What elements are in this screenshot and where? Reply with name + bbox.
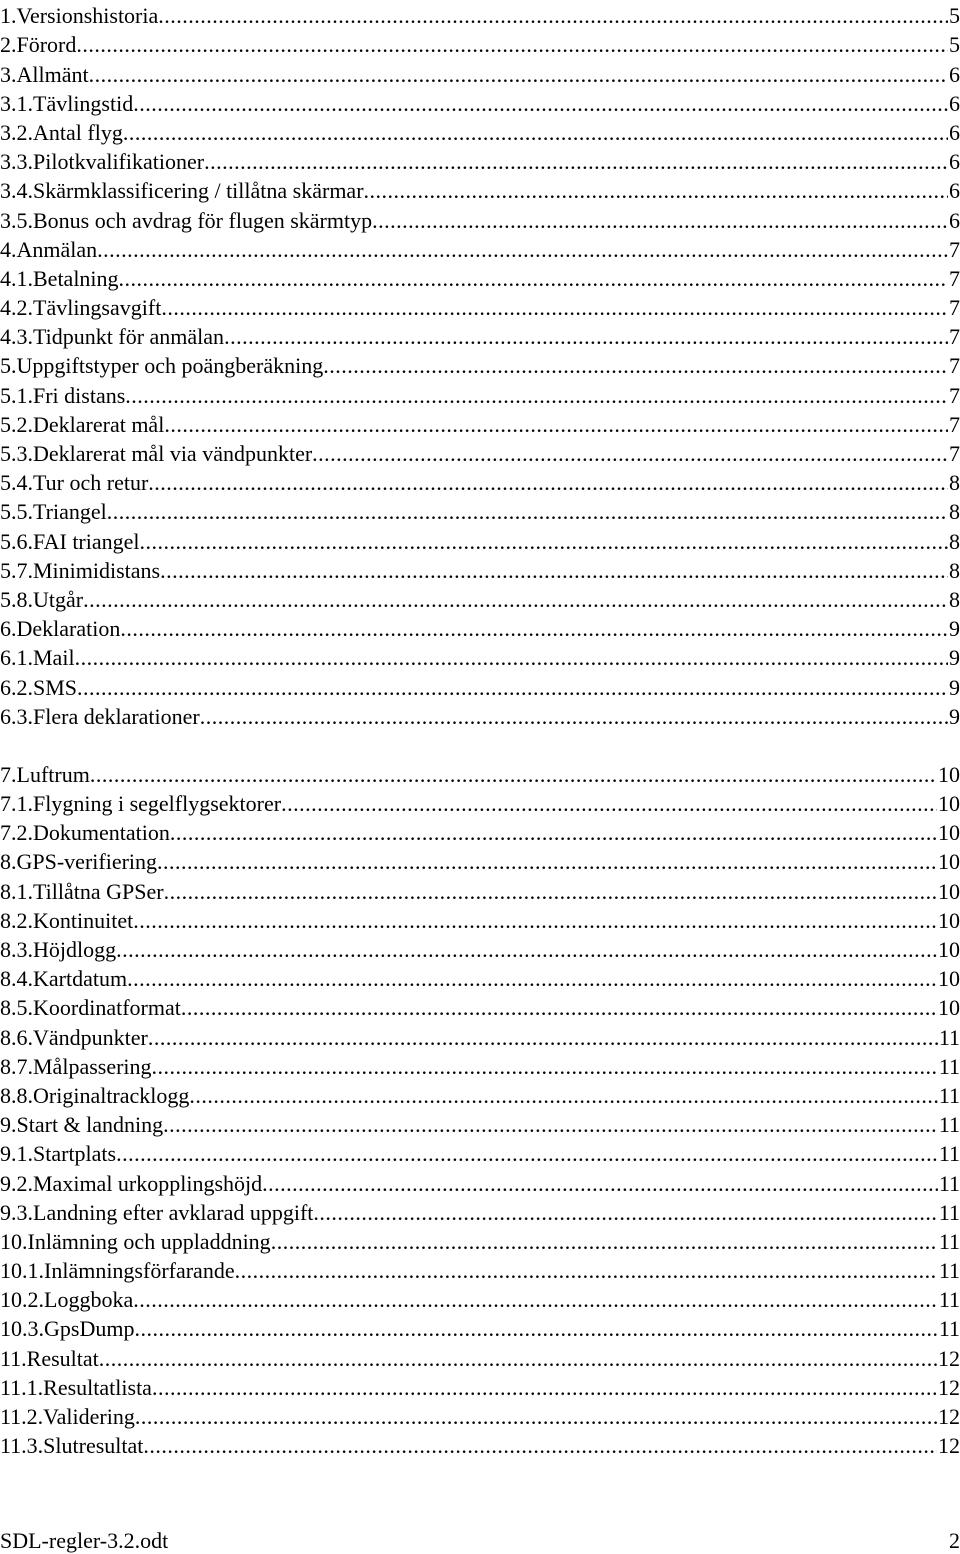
toc-entry-title: 8.1.Tillåtna GPSer (0, 878, 164, 904)
toc-dot-leader (120, 616, 948, 642)
toc-entry[interactable] (0, 525, 960, 554)
toc-dot-leader (312, 441, 948, 467)
toc-entry-title: 8.8.Originaltracklogg (0, 1082, 190, 1108)
toc-dot-leader (123, 120, 948, 146)
toc-entry[interactable] (0, 29, 960, 58)
toc-entry-title: 5.4.Tur och retur (0, 470, 149, 496)
toc-entry-title: 5.2.Deklarerat mål (0, 411, 165, 437)
toc-entry-title: 5.3.Deklarerat mål via vändpunkter (0, 441, 313, 466)
toc-entry-page: 10 (938, 820, 960, 846)
toc-entry-page: 12 (938, 1404, 960, 1429)
toc-entry-title: 4.3.Tidpunkt för anmälan (0, 324, 225, 350)
toc-entry-page: 11 (938, 1316, 960, 1342)
toc-entry-page: 10 (938, 849, 960, 875)
toc-entry-page: 8 (949, 557, 960, 583)
toc-dot-leader (140, 529, 948, 555)
toc-entry[interactable] (0, 1051, 960, 1080)
toc-dot-leader (116, 1141, 938, 1167)
toc-dot-leader (152, 1375, 937, 1401)
toc-entry[interactable] (0, 1226, 960, 1255)
toc-dot-leader (133, 1287, 938, 1313)
toc-entry[interactable] (0, 1401, 960, 1430)
toc-entry[interactable] (0, 1167, 960, 1196)
toc-dot-leader (75, 645, 948, 671)
toc-entry-title: 8.3.Höjdlogg (0, 937, 117, 962)
toc-entry-page: 6 (949, 149, 960, 175)
toc-entry-title: 6.2.SMS (0, 674, 78, 700)
toc-entry-title: 3.2.Antal flyg (0, 119, 123, 145)
toc-entry[interactable] (0, 1255, 960, 1284)
toc-entry-title: 6.3.Flera deklarationer (0, 703, 200, 729)
toc-entry-title: 10.Inlämning och uppladdning (0, 1228, 271, 1254)
toc-entry-page: 12 (938, 1345, 960, 1371)
toc-entry-page: 7 (949, 324, 960, 350)
toc-dot-leader (372, 208, 948, 234)
toc-entry[interactable] (0, 117, 960, 146)
toc-dot-leader (99, 1346, 937, 1372)
toc-dot-leader (323, 353, 948, 379)
toc-dot-leader (224, 324, 948, 350)
toc-entry-title: 6.1.Mail (0, 645, 75, 671)
toc-entry-page: 11 (938, 1141, 960, 1167)
toc-entry-page: 10 (938, 966, 960, 992)
toc-entry-page: 10 (938, 761, 960, 787)
toc-entry-page: 10 (938, 937, 960, 962)
toc-entry[interactable] (0, 934, 960, 963)
toc-entry[interactable] (0, 1313, 960, 1342)
toc-entry-page: 9 (949, 645, 960, 671)
toc-dot-leader (189, 1083, 937, 1109)
toc-entry[interactable] (0, 379, 960, 408)
toc-dot-leader (133, 908, 937, 934)
toc-entry-page: 7 (949, 265, 960, 291)
toc-entry[interactable] (0, 759, 960, 788)
toc-entry[interactable] (0, 496, 960, 525)
toc-entry[interactable] (0, 321, 960, 350)
toc-entry-page: 11 (938, 1228, 960, 1254)
toc-entry-page: 11 (938, 1112, 960, 1138)
toc-entry[interactable] (0, 846, 960, 875)
toc-entry-page: 7 (949, 441, 960, 466)
toc-entry-page: 7 (949, 411, 960, 437)
toc-dot-leader (90, 762, 937, 788)
toc-entry[interactable] (0, 438, 960, 467)
toc-entry[interactable] (0, 175, 960, 204)
toc-dot-leader (181, 995, 937, 1021)
toc-entry-page: 5 (949, 32, 960, 58)
toc-entry-page: 8 (949, 586, 960, 612)
toc-dot-leader (281, 791, 937, 817)
toc-dot-leader (116, 937, 937, 963)
toc-entry-title: 11.3.Slutresultat (0, 1433, 144, 1459)
toc-entry-title: 9.Start & landning (0, 1112, 164, 1138)
toc-entry[interactable] (0, 1080, 960, 1109)
toc-entry[interactable] (0, 555, 960, 584)
toc-dot-leader (262, 1171, 938, 1197)
toc-entry-page: 8 (949, 470, 960, 496)
toc-dot-leader (143, 1433, 937, 1459)
toc-entry-title: 9.2.Maximal urkopplingshöjd (0, 1170, 263, 1196)
toc-entry-title: 5.Uppgiftstyper och poängberäkning (0, 353, 324, 379)
toc-entry[interactable] (0, 1284, 960, 1313)
toc-entry-page: 8 (949, 499, 960, 525)
toc-dot-leader (76, 32, 948, 58)
toc-dot-leader (97, 237, 948, 263)
toc-entry-page: 9 (949, 674, 960, 700)
toc-dot-leader (135, 1404, 937, 1430)
toc-entry[interactable] (0, 1197, 960, 1226)
toc-entry-page: 11 (938, 1024, 960, 1050)
toc-entry[interactable] (0, 1138, 960, 1167)
toc-entry-title: 8.6.Vändpunkter (0, 1024, 148, 1050)
toc-entry-title: 5.1.Fri distans (0, 382, 126, 408)
toc-entry[interactable] (0, 671, 960, 700)
toc-entry[interactable] (0, 88, 960, 117)
toc-entry-title: 5.5.Triangel (0, 499, 107, 525)
toc-entry-page: 10 (938, 907, 960, 933)
toc-entry-title: 10.2.Loggboka (0, 1287, 134, 1313)
toc-entry[interactable] (0, 992, 960, 1021)
toc-entry-title: 3.Allmänt (0, 61, 89, 87)
toc-dot-leader (158, 3, 948, 29)
toc-entry-page: 11 (938, 1082, 960, 1108)
toc-entry-title: 8.5.Koordinatformat (0, 995, 181, 1021)
footer-page-number: 2 (949, 1528, 960, 1553)
toc-entry-title: 5.6.FAI triangel (0, 528, 140, 554)
toc-entry-title: 5.8.Utgår (0, 586, 84, 612)
toc-entry[interactable] (0, 1109, 960, 1138)
toc-entry-page: 11 (938, 1170, 960, 1196)
toc-entry-title: 10.1.Inlämningsförfarande (0, 1258, 235, 1284)
toc-entry-page: 9 (949, 616, 960, 642)
toc-entry[interactable] (0, 613, 960, 642)
toc-entry-page: 6 (949, 90, 960, 116)
toc-dot-leader (89, 62, 948, 88)
toc-dot-leader (133, 91, 948, 117)
toc-entry[interactable] (0, 467, 960, 496)
toc-entry-page: 6 (949, 207, 960, 233)
toc-entry-page: 11 (938, 1258, 960, 1284)
toc-entry[interactable] (0, 1342, 960, 1371)
toc-entry[interactable] (0, 1372, 960, 1401)
toc-dot-leader (77, 675, 948, 701)
page-footer (0, 1524, 960, 1554)
toc-entry[interactable] (0, 788, 960, 817)
toc-entry-title: 3.5.Bonus och avdrag för flugen skärmtyp (0, 207, 373, 233)
toc-entry[interactable] (0, 58, 960, 87)
toc-entry-title: 4.2.Tävlingsavgift (0, 295, 162, 321)
toc-dot-leader (313, 1200, 937, 1226)
toc-entry-title: 6.Deklaration (0, 616, 121, 642)
toc-entry[interactable] (0, 963, 960, 992)
toc-entry-title: 4.Anmälan (0, 236, 98, 262)
toc-entry[interactable] (0, 234, 960, 263)
toc-entry-title: 3.4.Skärmklassificering / tillåtna skärmar (0, 178, 364, 204)
toc-entry-title: 8.4.Kartdatum (0, 966, 128, 992)
toc-dot-leader (235, 1258, 938, 1284)
toc-entry-page: 10 (938, 791, 960, 817)
toc-entry[interactable] (0, 905, 960, 934)
toc-entry-title: 4.1.Betalning (0, 265, 119, 291)
toc-entry-title: 9.1.Startplats (0, 1141, 117, 1167)
toc-entry-title: 3.1.Tävlingstid (0, 90, 134, 116)
toc-entry-title: 1.Versionshistoria (0, 3, 159, 29)
toc-dot-leader (161, 295, 948, 321)
toc-entry-title: 11.2.Validering (0, 1404, 135, 1429)
toc-entry[interactable] (0, 409, 960, 438)
toc-entry-title: 7.2.Dokumentation (0, 820, 170, 846)
toc-entry-page: 9 (949, 703, 960, 729)
toc-entry[interactable] (0, 701, 960, 730)
toc-dot-leader (200, 704, 948, 730)
toc-dot-leader (170, 820, 937, 846)
toc-entry-title: 7.1.Flygning i segelflygsektorer (0, 791, 282, 817)
toc-entry[interactable] (0, 146, 960, 175)
toc-entry[interactable] (0, 1430, 960, 1459)
toc-entry[interactable] (0, 350, 960, 379)
toc-entry-page: 10 (938, 878, 960, 904)
toc-entry-title: 2.Förord (0, 32, 77, 58)
toc-entry-page: 7 (949, 382, 960, 408)
toc-dot-leader (204, 149, 948, 175)
toc-entry-page: 10 (938, 995, 960, 1021)
toc-dot-leader (125, 383, 948, 409)
toc-entry[interactable] (0, 204, 960, 233)
toc-entry-title: 8.2.Kontinuitet (0, 907, 134, 933)
footer-filename: SDL-regler-3.2.odt (0, 1528, 169, 1553)
toc-entry-page: 6 (949, 119, 960, 145)
toc-entry-title: 3.3.Pilotkvalifikationer (0, 149, 205, 175)
toc-dot-leader (163, 1112, 938, 1138)
toc-entry-page: 7 (949, 295, 960, 321)
toc-dot-leader (148, 1025, 938, 1051)
toc-dot-leader (164, 879, 937, 905)
toc-entry-page: 7 (949, 236, 960, 262)
toc-entry-title: 8.7.Målpassering (0, 1053, 152, 1079)
toc-entry-page: 12 (938, 1374, 960, 1400)
toc-entry-title: 9.3.Landning efter avklarad uppgift (0, 1199, 314, 1225)
toc-entry-page: 6 (949, 61, 960, 87)
toc-entry[interactable] (0, 875, 960, 904)
toc-entry[interactable] (0, 0, 960, 29)
toc-entry-page: 12 (938, 1433, 960, 1459)
toc-entry[interactable] (0, 263, 960, 292)
toc-entry-title: 7.Luftrum (0, 761, 90, 787)
toc-dot-leader (271, 1229, 938, 1255)
toc-dot-leader (148, 470, 948, 496)
toc-dot-leader (160, 558, 948, 584)
toc-dot-leader (134, 1316, 937, 1342)
toc-entry-page: 11 (938, 1053, 960, 1079)
toc-dot-leader (83, 587, 948, 613)
toc-entry-page: 11 (938, 1287, 960, 1313)
toc-entry[interactable] (0, 1021, 960, 1050)
toc-entry-page: 7 (949, 353, 960, 379)
toc-entry[interactable] (0, 817, 960, 846)
toc-entry-title: 11.Resultat (0, 1345, 99, 1371)
toc-entry-page: 5 (949, 3, 960, 29)
toc-dot-leader (127, 966, 937, 992)
toc-dot-leader (152, 1054, 938, 1080)
toc-entry[interactable] (0, 642, 960, 671)
toc-entry-title: 5.7.Minimidistans (0, 557, 161, 583)
toc-dot-leader (119, 266, 948, 292)
toc-entry-page: 8 (949, 528, 960, 554)
toc-dot-leader (364, 178, 948, 204)
toc-dot-leader (157, 849, 937, 875)
toc-entry-title: 8.GPS-verifiering (0, 849, 158, 875)
toc-entry[interactable] (0, 584, 960, 613)
toc-dot-leader (107, 499, 948, 525)
toc-entry-title: 10.3.GpsDump (0, 1316, 135, 1342)
toc-entry[interactable] (0, 292, 960, 321)
toc-entry-page: 11 (938, 1199, 960, 1225)
toc-entry-title: 11.1.Resultatlista (0, 1374, 152, 1400)
toc-dot-leader (164, 412, 948, 438)
toc-entry-page: 6 (949, 178, 960, 204)
